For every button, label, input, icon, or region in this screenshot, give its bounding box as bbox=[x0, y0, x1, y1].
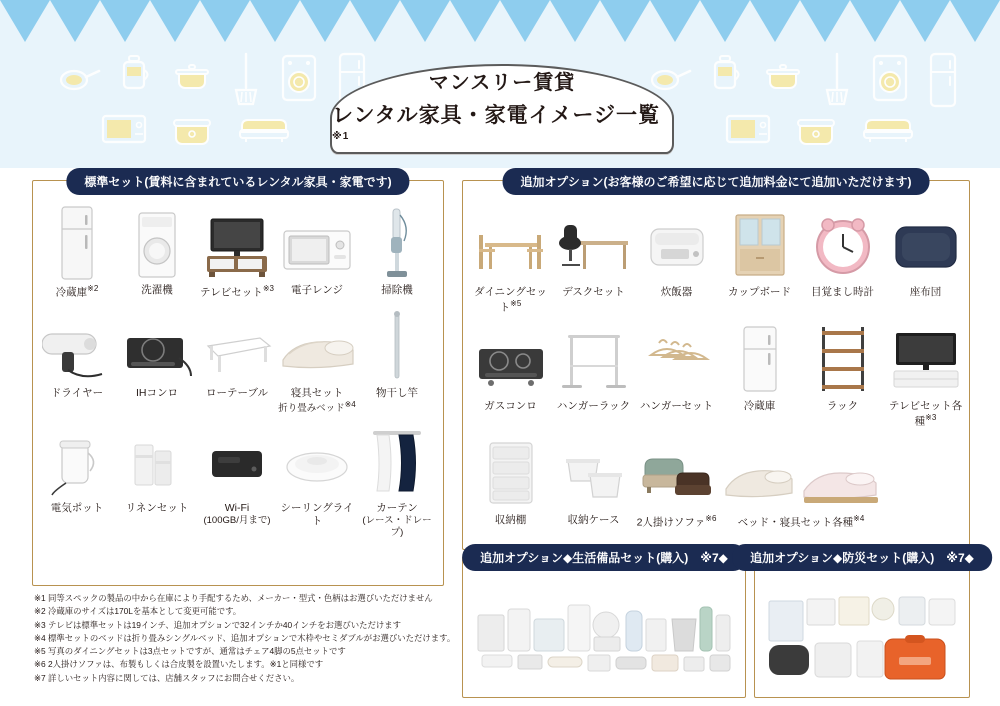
tv-set-variety-icon bbox=[886, 319, 966, 397]
footnote-4: ※4 標準セットのベッドは折り畳みシングルベッド、追加オプションで木枠やセミダブルがお選びいただけます。 bbox=[34, 632, 456, 643]
futon-set-icon bbox=[277, 306, 357, 384]
mop-icon bbox=[229, 50, 263, 110]
header-icons-left-row2 bbox=[100, 112, 292, 148]
curtain-icon bbox=[365, 421, 429, 499]
item-label: ドライヤー bbox=[50, 386, 104, 399]
frying-pan-icon bbox=[646, 50, 692, 96]
panel-living-goods-title: 追加オプション◆生活備品セット(購入) ※7◆ bbox=[462, 544, 746, 571]
living-goods-photo bbox=[471, 583, 737, 691]
item-ih-cooker[interactable] bbox=[117, 306, 197, 415]
item-vacuum-cleaner[interactable] bbox=[357, 203, 437, 300]
dining-set-icon bbox=[471, 205, 551, 283]
item-label: ハンガーセット bbox=[639, 399, 714, 412]
linen-set-icon bbox=[127, 421, 187, 499]
footnote-7: ※7 詳しいセット内容に関しては、店舗スタッフにお問合せください。 bbox=[34, 672, 300, 683]
hair-dryer-icon bbox=[42, 306, 112, 384]
item-desk-set[interactable] bbox=[552, 205, 635, 315]
item-ceiling-light[interactable] bbox=[277, 421, 357, 539]
item-label: 収納ケース bbox=[567, 513, 620, 526]
wifi-router-icon bbox=[202, 421, 272, 499]
item-label: テレビセット$^{※3}$ bbox=[200, 284, 274, 299]
low-table-icon bbox=[198, 306, 276, 384]
item-refrigerator-option[interactable] bbox=[718, 319, 801, 429]
refrigerator-icon bbox=[54, 203, 100, 281]
footnote-3: ※3 テレビは標準セットは19インチ、追加オプションで32インチか40インチをお選びいただけます bbox=[34, 619, 402, 630]
item-label: ローテーブル bbox=[205, 386, 269, 399]
item-linen-set[interactable] bbox=[117, 421, 197, 539]
microwave-icon bbox=[100, 112, 148, 146]
item-sublabel: 折り畳みベッド$^{※4}$ bbox=[278, 399, 356, 414]
kettle-icon bbox=[706, 50, 746, 96]
footnote-5: ※5 写真のダイニングセットは3点セットですが、通常はチェア4脚の5点セットです bbox=[34, 646, 346, 657]
panel-additional-options bbox=[462, 175, 970, 550]
item-cupboard[interactable] bbox=[718, 205, 801, 315]
panel-option-title: 追加オプション(お客様のご希望に応じて追加料金にて追加いただけます) bbox=[503, 168, 930, 195]
item-label: 炊飯器 bbox=[660, 286, 693, 298]
item-label: リネンセット bbox=[125, 501, 189, 514]
item-floor-cushion[interactable] bbox=[884, 205, 967, 315]
disaster-kit-photo bbox=[763, 583, 961, 691]
footnote-1: ※1 同等スペックの製品の中から在庫により手配するため、メーカー・型式・色柄はお選びいただけません bbox=[34, 593, 433, 603]
storage-case-icon bbox=[556, 433, 632, 511]
item-label: カーテン (レース・ドレープ) bbox=[357, 502, 437, 539]
item-washing-machine[interactable] bbox=[117, 203, 197, 300]
two-seat-sofa-icon bbox=[637, 433, 717, 511]
item-label: ダイニングセット$^{※5}$ bbox=[474, 286, 547, 314]
item-rice-cooker[interactable] bbox=[635, 205, 718, 315]
item-label: IHコンロ bbox=[136, 386, 178, 399]
item-storage-case[interactable] bbox=[552, 433, 635, 530]
item-label: カップボード bbox=[728, 286, 791, 298]
item-label: ハンガーラック bbox=[556, 399, 631, 412]
item-futon-set[interactable] bbox=[277, 306, 357, 415]
item-label: Wi-Fi (100GB/月まで) bbox=[203, 501, 271, 526]
item-label: テレビセット各種$^{※3}$ bbox=[888, 399, 963, 428]
floor-cushion-icon bbox=[888, 205, 964, 283]
ceiling-light-icon bbox=[279, 421, 355, 499]
item-tv-set-variety[interactable] bbox=[884, 319, 967, 429]
item-hair-dryer[interactable] bbox=[37, 306, 117, 415]
pot-icon bbox=[760, 50, 806, 96]
title-line-1: マンスリー賃貸 bbox=[428, 71, 576, 94]
hanger-set-icon bbox=[637, 319, 717, 397]
sofa-icon bbox=[236, 112, 292, 146]
item-label: ベッド・寝具セット各種$^{※4}$ bbox=[737, 513, 865, 528]
item-label: 電子レンジ bbox=[291, 284, 343, 296]
item-tv-set[interactable] bbox=[197, 203, 277, 300]
title-line-2: レンタル家具・家電イメージ一覧$^{※1}$ bbox=[332, 103, 661, 142]
panel-living-goods bbox=[462, 551, 746, 698]
item-low-table[interactable] bbox=[197, 306, 277, 415]
vacuum-cleaner-icon bbox=[377, 203, 417, 281]
panel-standard-title: 標準セット(賃料に含まれているレンタル家具・家電です) bbox=[66, 168, 409, 195]
item-laundry-pole[interactable] bbox=[357, 306, 437, 415]
header-icons-right-row2 bbox=[724, 112, 916, 148]
item-bed-futon-variety[interactable] bbox=[718, 433, 884, 530]
item-sublabel: (レース・ドレープ) bbox=[362, 514, 432, 538]
washing-machine-icon bbox=[277, 50, 321, 108]
refrigerator-icon bbox=[734, 319, 786, 397]
item-label: 収納棚 bbox=[494, 513, 527, 526]
panel-disaster-kit-title: 追加オプション◆防災セット(購入) ※7◆ bbox=[732, 544, 992, 571]
footnote-6: ※6 2人掛けソファは、布製もしくは合皮製を設置いたします。※1と同様です bbox=[34, 659, 324, 670]
item-gas-stove[interactable] bbox=[469, 319, 552, 429]
alarm-clock-icon bbox=[808, 205, 878, 283]
ih-cooker-icon bbox=[119, 306, 195, 384]
item-shelf-rack[interactable] bbox=[801, 319, 884, 429]
bed-futon-variety-icon bbox=[720, 433, 882, 511]
panel-disaster-kit bbox=[750, 551, 974, 698]
scallop-decoration bbox=[0, 0, 1000, 42]
item-hanger-set[interactable] bbox=[635, 319, 718, 429]
item-label: シーリングライト bbox=[280, 501, 354, 527]
item-label: 冷蔵庫$^{※2}$ bbox=[55, 284, 99, 299]
item-sublabel: (100GB/月まで) bbox=[203, 514, 271, 526]
mop-icon bbox=[820, 50, 854, 110]
washing-machine-icon bbox=[130, 203, 184, 281]
item-label: ラック bbox=[826, 399, 859, 412]
item-dining-set[interactable] bbox=[469, 205, 552, 315]
washing-machine-icon bbox=[868, 50, 912, 108]
frying-pan-icon bbox=[55, 50, 101, 96]
item-label: 物干し竿 bbox=[376, 386, 418, 399]
tv-set-icon bbox=[199, 203, 275, 281]
item-label: 掃除機 bbox=[381, 284, 413, 296]
shelf-rack-icon bbox=[812, 319, 874, 397]
header-banner bbox=[0, 0, 1000, 168]
item-label: ガスコンロ bbox=[484, 399, 537, 412]
desk-set-icon bbox=[554, 205, 634, 283]
footnote-2: ※2 冷蔵庫のサイズは170Lを基本として変更可能です。 bbox=[34, 606, 242, 617]
item-two-seat-sofa[interactable] bbox=[635, 433, 718, 530]
gas-stove-icon bbox=[471, 319, 551, 397]
cupboard-icon bbox=[728, 205, 792, 283]
hanger-rack-icon bbox=[554, 319, 634, 397]
item-label: 座布団 bbox=[909, 286, 942, 298]
sofa-icon bbox=[860, 112, 916, 146]
standard-item-grid bbox=[33, 197, 449, 541]
item-microwave[interactable] bbox=[277, 203, 357, 300]
rice-cooker-icon bbox=[641, 205, 713, 283]
item-label: 電気ポット bbox=[50, 501, 104, 514]
header-icons-left bbox=[55, 50, 369, 112]
laundry-pole-icon bbox=[382, 306, 412, 384]
item-electric-kettle[interactable] bbox=[37, 421, 117, 539]
microwave-icon bbox=[724, 112, 772, 146]
item-alarm-clock[interactable] bbox=[801, 205, 884, 315]
item-label: 冷蔵庫 bbox=[743, 399, 776, 412]
rice-cooker-icon bbox=[794, 112, 838, 148]
panel-standard-set bbox=[32, 175, 444, 586]
storage-chest-icon bbox=[480, 433, 542, 511]
pot-icon bbox=[169, 50, 215, 96]
item-label: 洗濯機 bbox=[141, 284, 173, 296]
kettle-icon bbox=[115, 50, 155, 96]
item-curtain[interactable] bbox=[357, 421, 437, 539]
electric-kettle-icon bbox=[46, 421, 108, 499]
item-label: デスクセット bbox=[562, 286, 625, 298]
option-item-grid bbox=[463, 197, 979, 529]
item-label: 目覚まし時計 bbox=[811, 286, 874, 298]
item-refrigerator[interactable] bbox=[37, 203, 117, 300]
rice-cooker-icon bbox=[170, 112, 214, 148]
microwave-icon bbox=[278, 203, 356, 281]
footnotes bbox=[34, 592, 456, 685]
header-icons-right bbox=[646, 50, 960, 112]
item-wifi-router[interactable] bbox=[197, 421, 277, 539]
item-label: 寝具セット 折り畳みベッド$^{※4}$ bbox=[278, 386, 356, 414]
item-storage-chest[interactable] bbox=[469, 433, 552, 530]
item-label: 2人掛けソファ$^{※6}$ bbox=[636, 513, 717, 528]
item-hanger-rack[interactable] bbox=[552, 319, 635, 429]
refrigerator-icon bbox=[926, 50, 960, 112]
